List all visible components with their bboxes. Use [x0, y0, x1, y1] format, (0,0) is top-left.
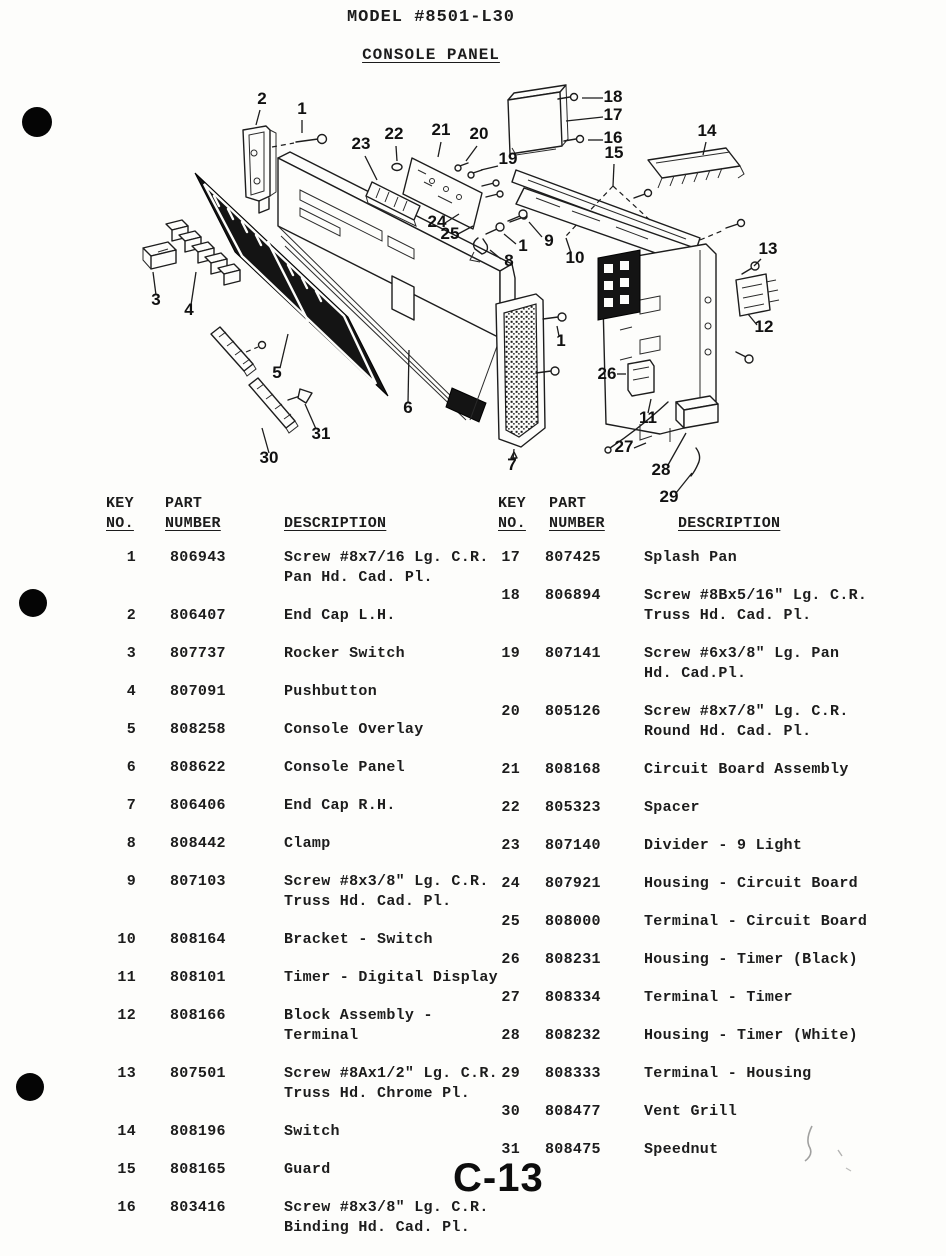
table-row: [498, 586, 918, 626]
header-key-line2: NO.: [106, 515, 134, 532]
part-terminal-housing-pin: [691, 448, 700, 476]
part-key: 30: [501, 1103, 520, 1120]
part-description: Screw #8x7/8" Lg. C.R. Round Hd. Cad. Pl.: [644, 703, 849, 740]
callout-number: 21: [431, 120, 451, 139]
part-description: Pushbutton: [284, 683, 378, 700]
callout-leader-line: [529, 222, 542, 237]
table-row: [498, 1102, 918, 1122]
callout-leader-line: [481, 166, 498, 170]
part-description: Terminal - Housing: [644, 1065, 812, 1082]
binder-hole-dots: [16, 107, 52, 1101]
part-number: 806407: [170, 607, 226, 624]
callout-leader-line: [458, 226, 473, 234]
callout-number: 1: [297, 99, 307, 118]
callout-number: 24: [427, 212, 447, 231]
part-number: 808168: [545, 761, 601, 778]
table-row: [106, 968, 498, 988]
part-description: Console Overlay: [284, 721, 424, 738]
callout-leader-line: [466, 146, 477, 161]
part-description: Switch: [284, 1123, 340, 1140]
part-number: 807921: [545, 875, 601, 892]
part-key: 22: [501, 799, 520, 816]
part-description: Guard: [284, 1161, 331, 1178]
callout-number: 13: [758, 239, 778, 258]
part-spacer: [392, 164, 402, 171]
table-row: [498, 912, 918, 932]
part-housing-timer-black: [628, 360, 654, 396]
part-description: Screw #8x7/16 Lg. C.R. Pan Hd. Cad. Pl.: [284, 549, 489, 586]
part-number: 806894: [545, 587, 601, 604]
header-description: DESCRIPTION: [284, 515, 387, 532]
part-number: 808000: [545, 913, 601, 930]
table-row: [106, 1198, 498, 1238]
header-description: DESCRIPTION: [678, 515, 781, 532]
table-body-left: [106, 548, 498, 1238]
callout-number: 1: [518, 236, 528, 255]
part-key: 6: [126, 759, 136, 776]
part-key: 17: [501, 549, 520, 566]
part-description: Housing - Timer (White): [644, 1027, 858, 1044]
part-number: 808333: [545, 1065, 601, 1082]
part-key: 29: [501, 1065, 520, 1082]
parts-table-right: [498, 494, 918, 1178]
part-number: 808196: [170, 1123, 226, 1140]
part-splash-pan: [508, 85, 568, 155]
part-number: 808475: [545, 1141, 601, 1158]
part-key: 10: [117, 931, 136, 948]
part-number: 808622: [170, 759, 226, 776]
table-row: [498, 1140, 918, 1160]
part-key: 9: [126, 873, 136, 890]
part-number: 808258: [170, 721, 226, 738]
callout-number: 17: [603, 105, 623, 124]
part-number: 805126: [545, 703, 601, 720]
table-header: [106, 494, 498, 534]
part-key: 1: [126, 549, 136, 566]
part-key: 5: [126, 721, 136, 738]
part-number: 808164: [170, 931, 226, 948]
part-number: 808101: [170, 969, 226, 986]
page-number: C-13: [453, 1156, 544, 1200]
callout-number: 14: [697, 121, 717, 140]
part-key: 25: [501, 913, 520, 930]
part-description: Clamp: [284, 835, 331, 852]
part-description: Speednut: [644, 1141, 719, 1158]
callout-number: 3: [151, 290, 161, 309]
part-key: 3: [126, 645, 136, 662]
part-number: 805323: [545, 799, 601, 816]
callout-number: 28: [651, 460, 671, 479]
part-description: Terminal - Timer: [644, 989, 793, 1006]
part-key: 15: [117, 1161, 136, 1178]
part-number: 808442: [170, 835, 226, 852]
part-key: 27: [501, 989, 520, 1006]
table-row: [498, 548, 918, 568]
table-row: [498, 1026, 918, 1046]
table-row: [106, 834, 498, 854]
part-rocker-switch: [143, 242, 176, 269]
parts-table-left: [106, 494, 498, 1256]
callout-leader-line: [396, 146, 397, 161]
part-description: End Cap L.H.: [284, 607, 396, 624]
part-number: 806943: [170, 549, 226, 566]
part-key: 7: [126, 797, 136, 814]
part-key: 31: [501, 1141, 520, 1158]
part-number: 808231: [545, 951, 601, 968]
part-key: 28: [501, 1027, 520, 1044]
header-key-line1: KEY: [498, 495, 526, 512]
callout-number: 7: [507, 455, 517, 474]
part-key: 20: [501, 703, 520, 720]
part-description: Screw #8x3/8" Lg. C.R. Binding Hd. Cad. Pl.: [284, 1199, 489, 1236]
table-row: [106, 1122, 498, 1142]
page-subtitle: CONSOLE PANEL: [362, 46, 500, 64]
callout-leader-line: [566, 117, 603, 121]
callout-number: 6: [403, 398, 413, 417]
callout-number: 16: [603, 128, 623, 147]
part-description: Console Panel: [284, 759, 405, 776]
part-description: Screw #8Bx5/16" Lg. C.R. Truss Hd. Cad. Pl.: [644, 587, 868, 624]
callout-number: 31: [311, 424, 331, 443]
callout-leader-line: [668, 433, 686, 465]
part-description: Divider - 9 Light: [644, 837, 803, 854]
table-row: [106, 758, 498, 778]
part-vent-grills: [211, 327, 312, 433]
part-block-assembly-terminal: [736, 274, 779, 316]
part-description: Screw #8x3/8" Lg. C.R. Truss Hd. Cad. Pl.: [284, 873, 489, 910]
callout-number: 9: [544, 231, 554, 250]
table-row: [498, 644, 918, 684]
callout-number: 26: [597, 364, 617, 383]
header-part-line1: PART: [165, 495, 203, 512]
part-description: Rocker Switch: [284, 645, 405, 662]
part-number: 808232: [545, 1027, 601, 1044]
part-key: 19: [501, 645, 520, 662]
part-number: 807141: [545, 645, 601, 662]
table-body-right: [498, 548, 918, 1160]
part-switch: [648, 148, 744, 188]
part-number: 808334: [545, 989, 601, 1006]
callout-number: 2: [257, 89, 267, 108]
part-description: Splash Pan: [644, 549, 738, 566]
table-row: [106, 930, 498, 950]
part-number: 807425: [545, 549, 601, 566]
callout-leader-line: [408, 350, 409, 403]
table-row: [106, 548, 498, 588]
table-row: [498, 798, 918, 818]
part-housing-timer-white: [676, 396, 718, 428]
callout-leader-line: [634, 443, 646, 448]
callout-leader-line: [438, 142, 441, 157]
table-row: [106, 682, 498, 702]
callout-number: 20: [469, 124, 489, 143]
part-key: 4: [126, 683, 136, 700]
part-key: 12: [117, 1007, 136, 1024]
part-description: Screw #8Ax1/2" Lg. C.R. Truss Hd. Chrome Pl.: [284, 1065, 498, 1102]
part-number: 808477: [545, 1103, 601, 1120]
part-description: Screw #6x3/8" Lg. Pan Hd. Cad.Pl.: [644, 645, 840, 682]
part-description: Housing - Timer (Black): [644, 951, 858, 968]
callout-number: 8: [504, 251, 514, 270]
part-key: 11: [117, 969, 136, 986]
part-key: 2: [126, 607, 136, 624]
part-number: 807501: [170, 1065, 226, 1082]
table-row: [106, 606, 498, 626]
part-key: 24: [501, 875, 520, 892]
callout-number: 10: [565, 248, 585, 267]
part-description: End Cap R.H.: [284, 797, 396, 814]
table-row: [498, 1064, 918, 1084]
part-key: 21: [501, 761, 520, 778]
callout-leader-line: [504, 234, 516, 244]
callout-number: 11: [639, 408, 657, 427]
table-row: [498, 702, 918, 742]
callout-number: 19: [498, 149, 518, 168]
part-key: 14: [117, 1123, 136, 1140]
table-row: [106, 1160, 498, 1180]
part-number: 807737: [170, 645, 226, 662]
callout-number: 29: [659, 487, 679, 506]
header-key-line2: NO.: [498, 515, 526, 532]
part-description: Circuit Board Assembly: [644, 761, 849, 778]
table-row: [106, 796, 498, 816]
part-description: Vent Grill: [644, 1103, 738, 1120]
part-end-cap-lh: [243, 126, 276, 213]
callout-number: 23: [351, 134, 371, 153]
table-row: [498, 988, 918, 1008]
table-row: [498, 760, 918, 780]
part-description: Terminal - Circuit Board: [644, 913, 868, 930]
page-title: MODEL #8501-L30: [346, 8, 516, 27]
table-row: [106, 644, 498, 664]
part-key: 16: [117, 1199, 136, 1216]
callout-leader-line: [256, 110, 260, 125]
part-description: Timer - Digital Display: [284, 969, 498, 986]
part-key: 23: [501, 837, 520, 854]
table-row: [106, 1006, 498, 1046]
callout-number: 5: [272, 363, 282, 382]
header-key-line1: KEY: [106, 495, 134, 512]
part-description: Bracket - Switch: [284, 931, 433, 948]
part-end-cap-rh: [496, 294, 545, 458]
callout-leader-line: [613, 164, 614, 186]
part-number: 808165: [170, 1161, 226, 1178]
part-number: 806406: [170, 797, 226, 814]
part-number: 803416: [170, 1199, 226, 1216]
part-description: Spacer: [644, 799, 700, 816]
table-row: [106, 720, 498, 740]
callout-number: 1: [556, 331, 566, 350]
callout-number: 4: [184, 300, 194, 319]
callout-leader-line: [365, 156, 377, 180]
header-part-line2: NUMBER: [549, 515, 605, 532]
callout-number: 30: [259, 448, 279, 467]
screw-icon: [486, 210, 527, 234]
header-part-line2: NUMBER: [165, 515, 221, 532]
table-header: [498, 494, 918, 534]
part-description: Block Assembly - Terminal: [284, 1007, 433, 1044]
callout-number: 18: [603, 87, 623, 106]
screw-icon: [272, 135, 327, 148]
callout-number: 12: [754, 317, 774, 336]
table-row: [106, 1064, 498, 1104]
table-row: [498, 950, 918, 970]
part-key: 18: [501, 587, 520, 604]
table-row: [498, 836, 918, 856]
part-number: 807140: [545, 837, 601, 854]
table-row: [106, 872, 498, 912]
part-number: 808166: [170, 1007, 226, 1024]
header-part-line1: PART: [549, 495, 587, 512]
part-description: Housing - Circuit Board: [644, 875, 858, 892]
part-number: 807091: [170, 683, 226, 700]
part-key: 8: [126, 835, 136, 852]
callout-number: 25: [440, 224, 460, 243]
part-number: 807103: [170, 873, 226, 890]
table-row: [498, 874, 918, 894]
callout-number: 22: [384, 124, 404, 143]
part-key: 26: [501, 951, 520, 968]
callout-number: 15: [604, 143, 624, 162]
callout-number: 27: [614, 437, 634, 456]
part-key: 13: [117, 1065, 136, 1082]
